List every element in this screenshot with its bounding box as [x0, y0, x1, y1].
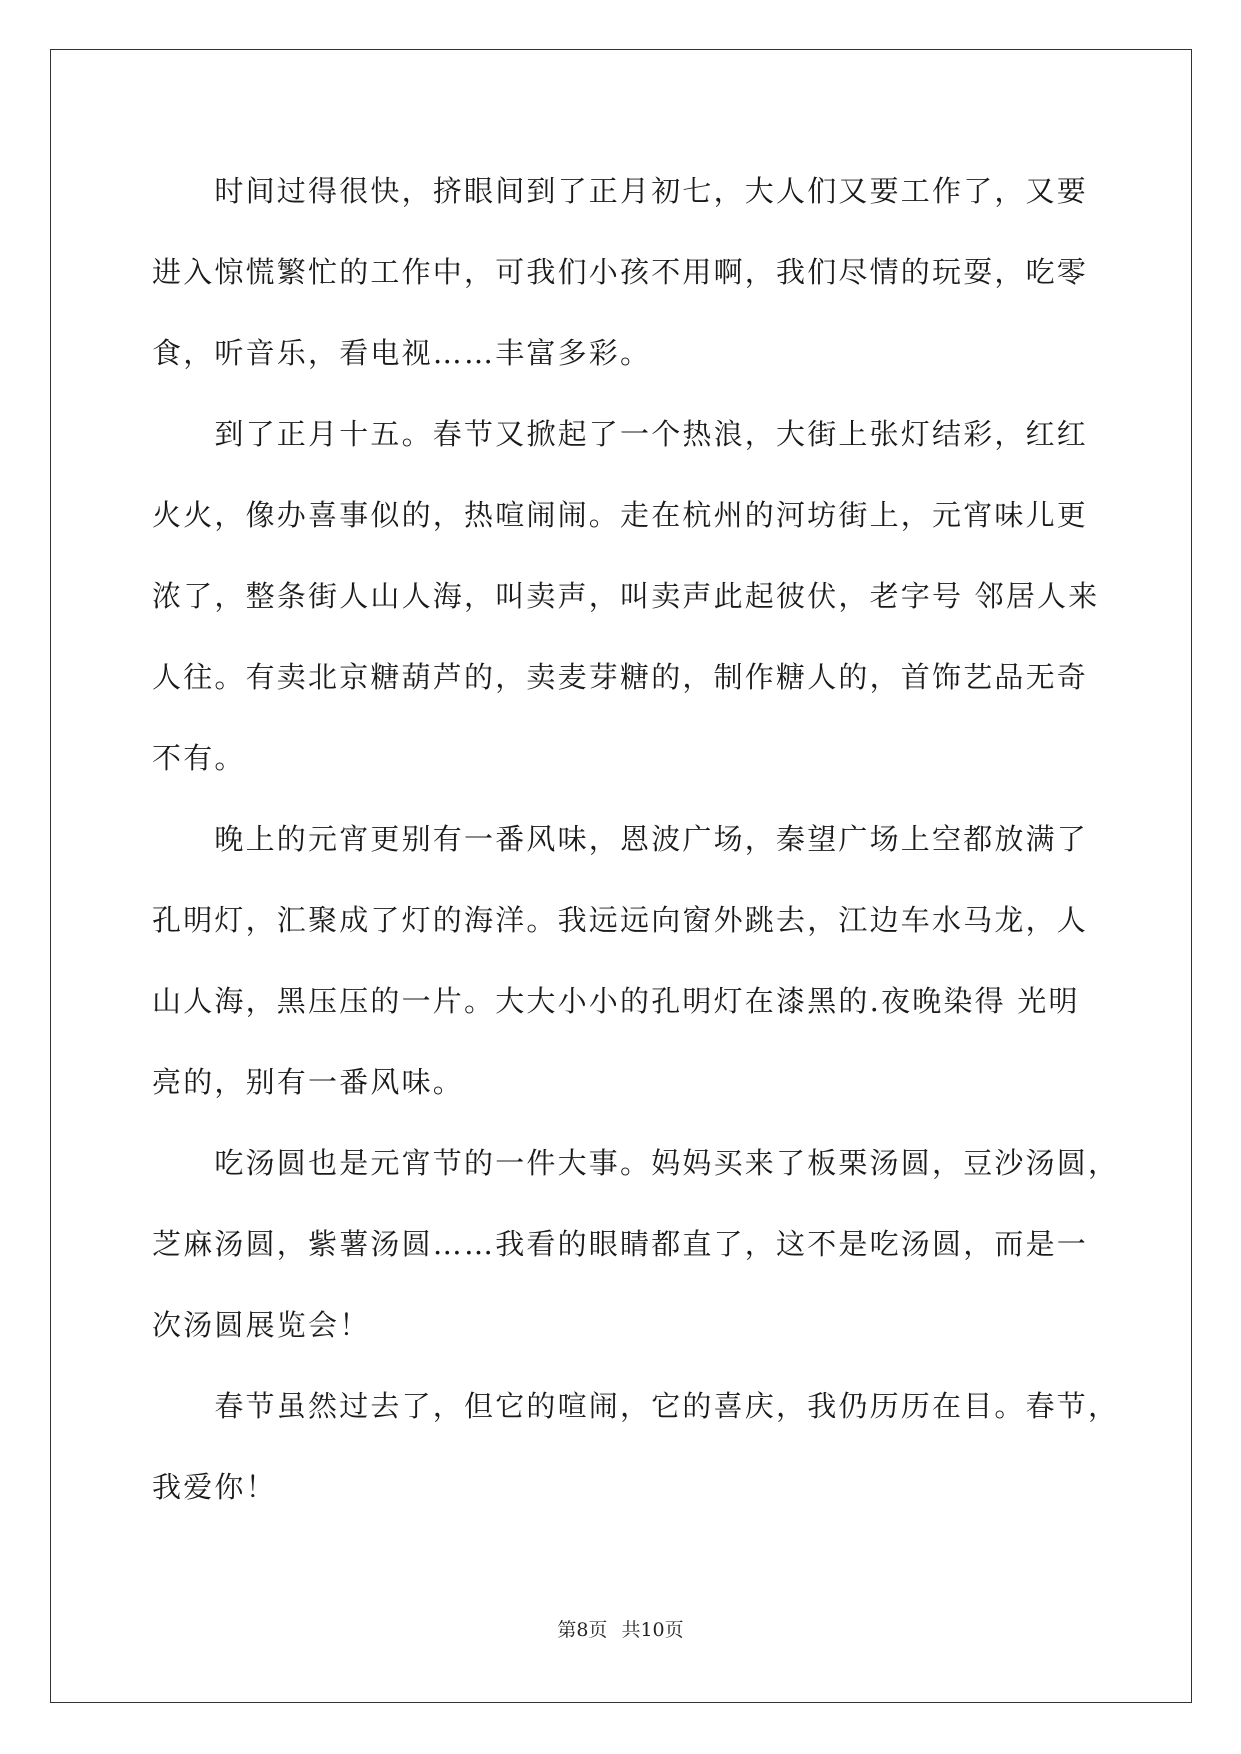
paragraph-3-line-3: 山人海，黑压压的一片。大大小小的孔明灯在漆黑的.夜晚染得 光明 — [152, 984, 1080, 1018]
paragraph-4-line-2: 芝麻汤圆，紫薯汤圆……我看的眼睛都直了，这不是吃汤圆，而是一 — [152, 1227, 1089, 1261]
paragraph-2-line-5: 不有。 — [152, 741, 246, 775]
paragraph-5-line-1: 春节虽然过去了，但它的喧闹，它的喜庆，我仍历历在目。春节， — [152, 1389, 1120, 1423]
paragraph-1-line-3: 食，听音乐，看电视……丰富多彩。 — [152, 336, 652, 370]
total-page-count: 共10页 — [621, 1619, 684, 1641]
paragraph-3-line-2: 孔明灯，汇聚成了灯的海洋。我远远向窗外跳去，江边车水马龙，人 — [152, 903, 1089, 937]
current-page-number: 第8页 — [557, 1619, 608, 1641]
paragraph-2-line-3: 浓了，整条街人山人海，叫卖声，叫卖声此起彼伏，老字号 邻居人来 — [152, 579, 1100, 613]
paragraph-5-line-2: 我爱你！ — [152, 1470, 277, 1504]
paragraph-2-line-2: 火火，像办喜事似的，热喧闹闹。走在杭州的河坊街上，元宵味儿更 — [152, 498, 1089, 532]
paragraph-1-line-1: 时间过得很快，挤眼间到了正月初七，大人们又要工作了，又要 — [152, 174, 1089, 208]
paragraph-3-line-4: 亮的，别有一番风味。 — [152, 1065, 465, 1099]
page-border — [50, 49, 1192, 1703]
page-footer — [0, 1618, 1241, 1642]
paragraph-4-line-1: 吃汤圆也是元宵节的一件大事。妈妈买来了板栗汤圆，豆沙汤圆， — [152, 1146, 1120, 1180]
paragraph-3-line-1: 晚上的元宵更别有一番风味，恩波广场，秦望广场上空都放满了 — [152, 822, 1089, 856]
paragraph-1-line-2: 进入惊慌繁忙的工作中，可我们小孩不用啊，我们尽情的玩耍，吃零 — [152, 255, 1089, 289]
paragraph-2-line-1: 到了正月十五。春节又掀起了一个热浪，大街上张灯结彩，红红 — [152, 417, 1089, 451]
paragraph-2-line-4: 人往。有卖北京糖葫芦的，卖麦芽糖的，制作糖人的，首饰艺品无奇 — [152, 660, 1089, 694]
paragraph-4-line-3: 次汤圆展览会！ — [152, 1308, 371, 1342]
